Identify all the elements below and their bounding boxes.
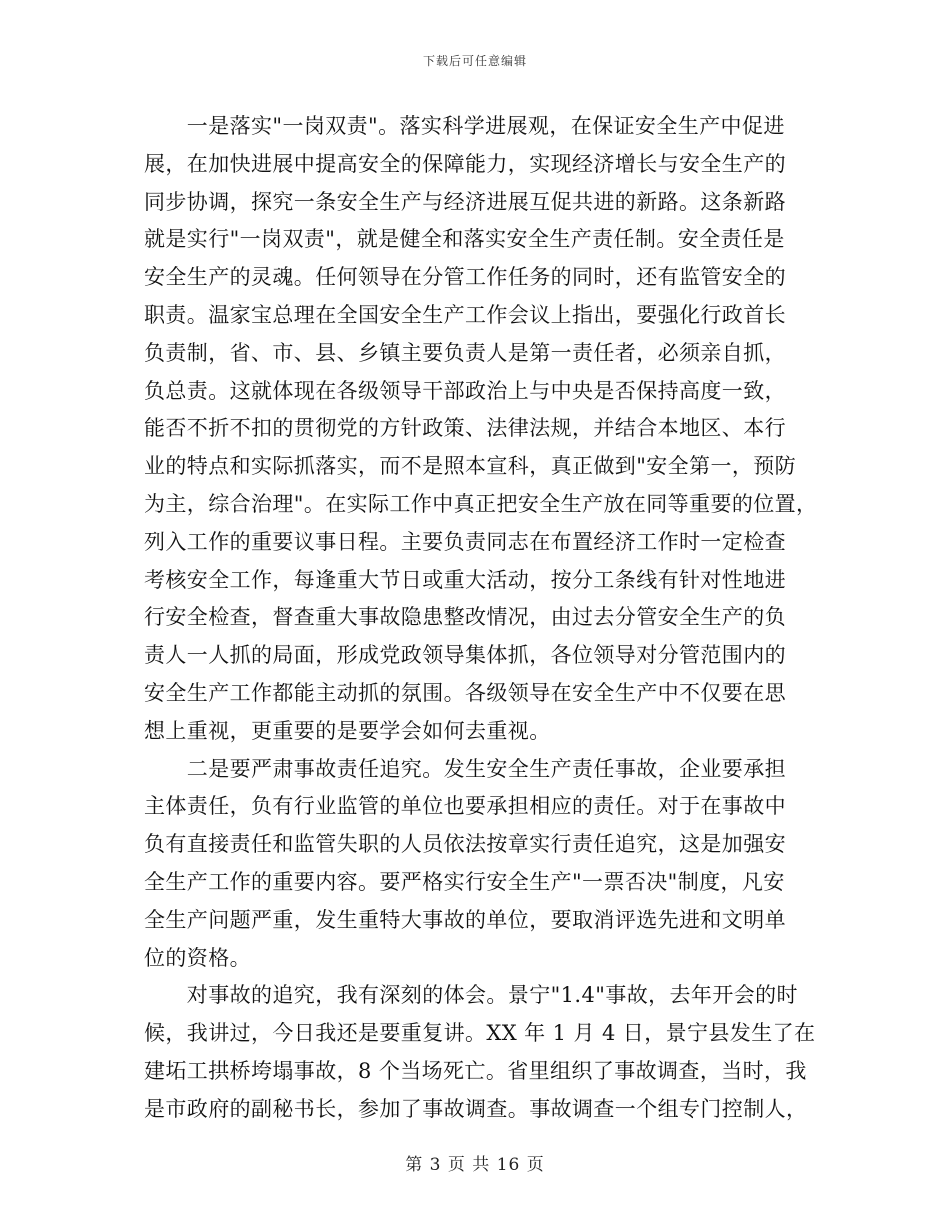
text-line: 责人一人抓的局面，形成党政领导集体抓，各位领导对分管范围内的: [144, 643, 786, 668]
text-line: 负总责。这就体现在各级领导干部政治上与中央是否保持高度一致，: [144, 378, 786, 403]
text-line: 列入工作的重要议事日程。主要负责同志在布置经济工作时一定检查: [144, 529, 786, 554]
text-line: 业的特点和实际抓落实，而不是照本宣科，真正做到"安全第一，预防: [144, 454, 797, 479]
text-line: 负责制，省、市、县、乡镇主要负责人是第一责任者，必须亲自抓，: [144, 340, 786, 365]
text-line: 就是实行"一岗双责"，就是健全和落实安全生产责任制。安全责任是: [144, 227, 785, 252]
page-number: 第 3 页 共 16 页: [405, 1155, 545, 1175]
text-line: 展，在加快进展中提高安全的保障能力，实现经济增长与安全生产的: [144, 151, 786, 176]
text-line: 建坧工拱桥垮塌事故，8 个当场死亡。省里组织了事故调查，当时，我: [144, 1058, 807, 1083]
text-line: 一是落实"一岗双责"。落实科学进展观，在保证安全生产中促进: [144, 114, 785, 138]
text-line: 安全生产的灵魂。任何领导在分管工作任务的同时，还有监管安全的: [144, 265, 786, 290]
text-line: 位的资格。: [144, 945, 251, 970]
text-line: 行安全检查，督查重大事故隐患整改情况，由过去分管安全生产的负: [144, 605, 786, 630]
document-body: [144, 108, 816, 1129]
text-line: 是市政府的副秘书长，参加了事故调查。事故调查一个组专门控制人，: [144, 1096, 808, 1121]
text-line: 全生产问题严重，发生重特大事故的单位，要取消评选先进和文明单: [144, 907, 786, 932]
page-header: 下载后可任意编辑: [422, 54, 527, 68]
text-line: 职责。温家宝总理在全国安全生产工作会议上指出，要强化行政首长: [144, 302, 786, 327]
text-line: 二是要严肃事故责任追究。发生安全生产责任事故，企业要承担: [144, 756, 786, 781]
text-line: 候，我讲过，今日我还是要重复讲。XX 年 1 月 4 日，景宁县发生了在: [144, 1021, 816, 1046]
text-line: 能否不折不扣的贯彻党的方针政策、法律法规，并结合本地区、本行: [144, 416, 786, 441]
text-line: 考核安全工作，每逢重大节日或重大活动，按分工条线有针对性地进: [144, 567, 786, 592]
text-line: 同步协调，探究一条安全生产与经济进展互促共进的新路。这条新路: [144, 189, 786, 214]
text-line: 主体责任，负有行业监管的单位也要承担相应的责任。对于在事故中: [144, 794, 786, 819]
text-line: 想上重视，更重要的是要学会如何去重视。: [144, 718, 551, 743]
text-line: 负有直接责任和监管失职的人员依法按章实行责任追究，这是加强安: [144, 832, 786, 857]
text-line: 为主，综合治理"。在实际工作中真正把安全生产放在同等重要的位置，: [144, 491, 818, 516]
text-line: 安全生产工作都能主动抓的氛围。各级领导在安全生产中不仅要在思: [144, 680, 786, 705]
text-line: 全生产工作的重要内容。要严格实行安全生产"一票否决"制度，凡安: [144, 869, 785, 894]
text-line: 对事故的追究，我有深刻的体会。景宁"1.4"事故，去年开会的时: [144, 983, 798, 1008]
